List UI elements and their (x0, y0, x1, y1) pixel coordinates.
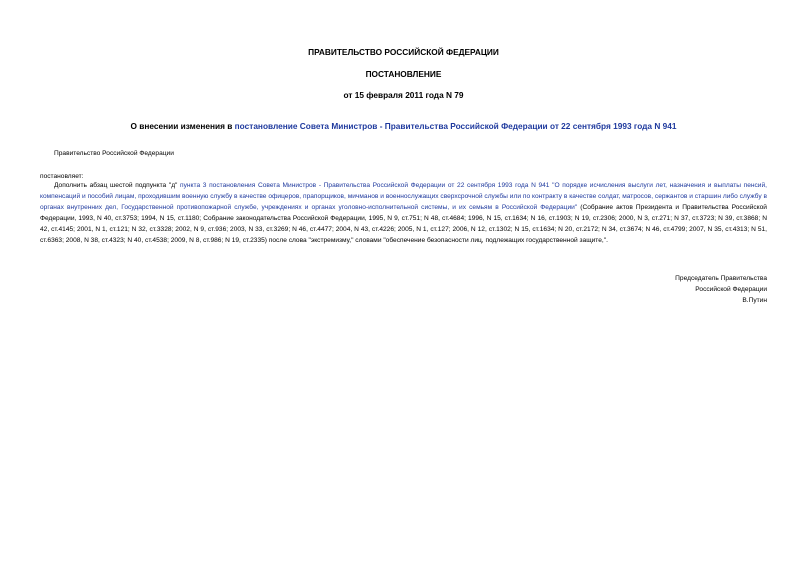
title-prefix: О внесении изменения в (130, 121, 235, 131)
document-date-number: от 15 февраля 2011 года N 79 (343, 90, 464, 100)
paragraph-decree-link[interactable]: пункта 3 постановления Совета Министров - Правительства Российской Федерации от 22 сентября 1993 года N 941 "О порядке исчисления выслуги лет, назначения и выплаты пенсий, компенсаций и пособий лицам, проходившим военную службу в качестве офицеров, прапорщиков, мичманов и военнослужащих сверхсрочной службы или по контракту в качестве солдат, матросов, сержантов и старшин либо службу в органах внутренних дел, Государственной противопожарной службе, учреждениях и органах уголовно-исполнительной системы, и их семьям в Российской Федерации" (40, 182, 768, 211)
document-type: ПОСТАНОВЛЕНИЕ (365, 69, 442, 79)
signature-position-line2: Российской Федерации (695, 285, 767, 293)
government-heading: ПРАВИТЕЛЬСТВО РОССИЙСКОЙ ФЕДЕРАЦИИ (308, 47, 499, 57)
paragraph-part1: Дополнить абзац шестой подпункта "д" (54, 182, 181, 189)
title-decree-link[interactable]: постановление Совета Министров - Правительства Российской Федерации от 22 сентября 1993 года N 941 (234, 121, 677, 131)
signature-position-line1: Председатель Правительства (675, 275, 767, 282)
signature-name: В.Путин (742, 296, 767, 304)
intro-government: Правительство Российской Федерации (54, 150, 174, 157)
signature-block (675, 274, 767, 307)
document-title (40, 121, 767, 131)
resolves-label: постановляет: (40, 173, 84, 180)
paragraph-part2: (Собрание актов Президента и Правительства Российской Федерации, 1993, N 40, ст.3753; 1994, N 15, ст.1180; Собрание законодательства Российской Федерации, 1995, N 9, ст.751; N 48, ст.4684; 1996, N 15, ст.1634; N 16, ст.1903; N 19, ст.2306; 2000, N 3, ст.271; N 37, ст.3723; N 39, ст.3868; N 42, ст.4145; 2001, N 1, ст.121; N 32, ст.3328; 2002, N 9, ст.936; 2003, N 33, ст.3269; N 46, ст.4477; 2004, N 43, ст.4226; 2005, N 1, ст.127; 2006, N 12, ст.1302; N 15, ст.1634; N 20, ст.2172; N 34, ст.3674; N 46, ст.4799; 2007, N 35, ст.4313; N 51, ст.6363; 2008, N 38, ст.4323; N 40, ст.4538; 2009, N 8, ст.986; N 19, ст.2335) после слова "экстремизму," словами "обеспечение безопасности лиц, подлежащих государственной защите,". (40, 203, 767, 244)
main-paragraph (40, 181, 767, 246)
